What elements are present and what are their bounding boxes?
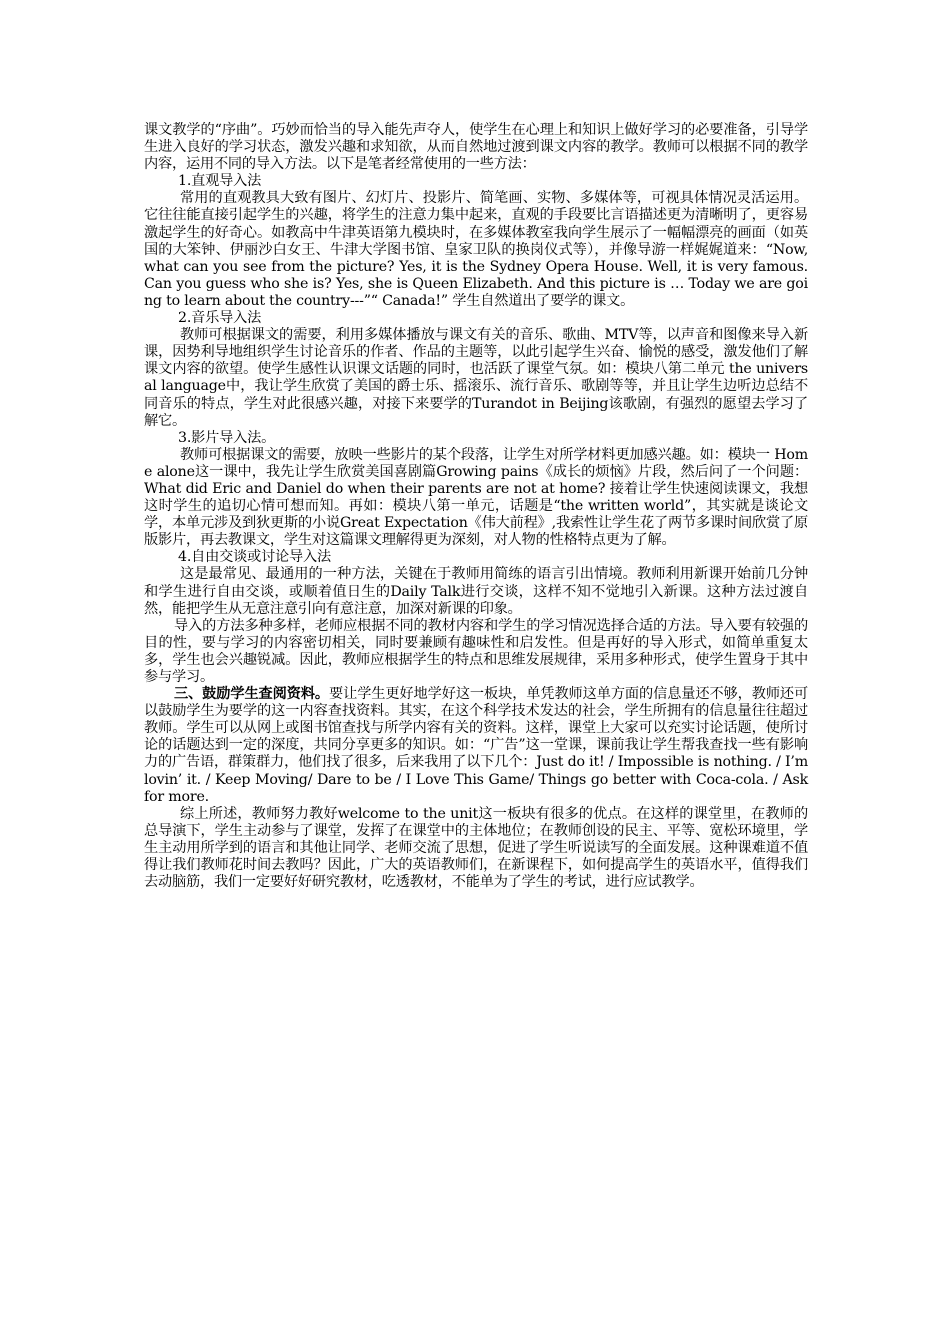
heading-free-talk-method: 4.自由交谈或讨论导入法 [178,549,332,566]
heading-film-method: 3.影片导入法。 [178,429,276,446]
heading-music-method: 2.音乐导入法 [178,310,262,327]
intro-paragraph: 课文教学的“序曲”。巧妙而恰当的导入能先声夺人，使学生在心理上和知识上做好学习的必要准备，引导学生进入良好的学习状态，激发兴趣和求知欲，从而自然地过渡到课文内容的教学。教师可以根据不同的教学内容，运用不同的导入方法。以下是笔者经常使用的一些方法： [144,122,808,173]
free-talk-method-paragraph: 这是最常见、最通用的一种方法，关键在于教师用简练的语言引出情境。教师利用新课开始前几分钟和学生进行自由交谈，或顺着值日生的Daily Talk进行交谈，这样不知不觉地引入新课。这种方法过渡自然，能把学生从无意注意引向有意注意，加深对新课的印象。 [144,566,808,617]
section-three-paragraph [144,686,808,806]
conclusion-paragraph: 综上所述，教师努力教好welcome to the unit这一板块有很多的优点。在这样的课堂里，在教师的总导演下，学生主动参与了课堂，发挥了在课堂中的主体地位；在教师创设的民主、平等、宽松环境里，学生主动用所学到的语言和其他让同学、老师交流了思想，促进了学生听说读写的全面发展。这种课难道不值得让我们教师花时间去教吗？因此，广大的英语教师们，在新课程下，如何提高学生的英语水平，值得我们去动脑筋，我们一定要好好研究教材，吃透教材，不能单为了学生的考试，进行应试教学。 [144,805,808,891]
visual-method-paragraph: 常用的直观教具大致有图片、幻灯片、投影片、简笔画、实物、多媒体等，可视具体情况灵活运用。它往往能直接引起学生的兴趣，将学生的注意力集中起来，直观的手段要比言语描述更为清晰明了，更容易激起学生的好奇心。如教高中牛津英语第九模块时，在多媒体教室我向学生展示了一幅幅漂亮的画面（如英国的大笨钟、伊丽沙白女王、牛津大学图书馆、皇家卫队的换岗仪式等），并像导游一样娓娓道来：“Now, what can you see from the picture? Yes, it is the Sydney Opera House. Well, it is very famous. Can you guess who she is? Yes, she is Queen Elizabeth. And this picture is … Today we are going to learn about the country---”“ Canada!” 学生自然道出了要学的课文。 [144,190,808,309]
film-method-paragraph: 教师可根据课文的需要，放映一些影片的某个段落，让学生对所学材料更加感兴趣。如：模块一 Home alone这一课中，我先让学生欣赏美国喜剧篇Growing pains《成长的烦恼》片段，然后问了一个问题：What did Eric and Daniel do when their parents are not at home? 接着让学生快速阅读课文，我想这时学生的追切心情可想而知。再如：模块八第一单元，话题是“the written world”，其实就是谈论文学，本单元涉及到狄更斯的小说Great Expectation《伟大前程》,我索性让学生花了两节多课时间欣赏了原版影片，再去教课文，学生对这篇课文理解得更为深刻，对人物的性格特点更为了解。 [144,446,808,549]
methods-summary-paragraph: 导入的方法多种多样，老师应根据不同的教材内容和学生的学习情况选择合适的方法。导入要有较强的目的性，要与学习的内容密切相关，同时要兼顾有趣味性和启发性。但是再好的导入形式，如简单重复太多，学生也会兴趣锐减。因此，教师应根据学生的特点和思维发展规律，采用多种形式，使学生置身于其中参与学习。 [144,617,808,685]
section-three-body: 要让学生更好地学好这一板块，单凭教师这单方面的信息量还不够，教师还可以鼓励学生为要学的这一内容查找资料。其实，在这个科学技术发达的社会，学生所拥有的信息量往往超过教师。学生可以从网上或图书馆查找与所学内容有关的资料。这样，课堂上大家可以充实讨论话题，使所讨论的话题达到一定的深度，共同分享更多的知识。如：“广告”这一堂课，课前我让学生帮我查找一些有影响力的广告语，群策群力，他们找了很多，后来我用了以下几个：Just do it! / Impossible is nothing. / I’m lovin’ it. / Keep Moving/ Dare to be / I Love This Game/ Things go better with Coca-cola. / Ask for more. [144,686,809,805]
section-three-title: 三、鼓励学生查阅资料。 [174,686,330,703]
heading-visual-method: 1.直观导入法 [178,173,262,190]
music-method-paragraph: 教师可根据课文的需要，利用多媒体播放与课文有关的音乐、歌曲、MTV等，以声音和图像来导入新课，因势利导地组织学生讨论音乐的作者、作品的主题等，以此引起学生兴奋、愉悦的感受，激发他们了解课文内容的欲望。使学生感性认识课文话题的同时，也活跃了课堂气氛。如：模块八第二单元 the universal language中，我让学生欣赏了美国的爵士乐、摇滚乐、流行音乐、歌剧等等，并且让学生边听边总结不同音乐的特点，学生对此很感兴趣，对接下来要学的Turandot in Beijing该歌剧，有强烈的愿望去学习了解它。 [144,327,808,429]
